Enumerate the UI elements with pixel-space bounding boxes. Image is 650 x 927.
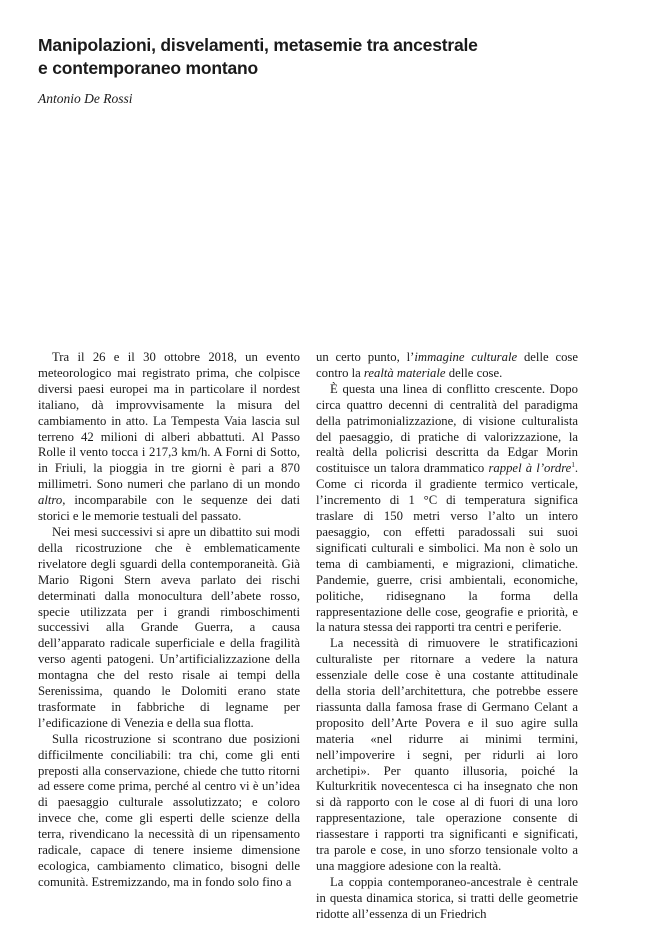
emphasis: rappel à l’ordre <box>488 461 572 476</box>
right-column <box>316 350 578 923</box>
paragraph-text: , incomparabile con le sequenze dei dati storici e le memorie testuali del passato. <box>38 493 300 524</box>
article-title <box>38 34 598 80</box>
paragraph: La coppia contemporaneo-ancestrale è centrale in questa dinamica storica, si tratti delle geometrie ridotte all’essenza di un Friedrich <box>316 874 578 921</box>
paragraph-text: È questa una linea di conflitto crescente. Dopo circa quattro decenni di centralità del paradigma della patrimonializzazione, di visione culturalista del paesaggio, di pratiche di valorizzazione, la realtà della policrisi descritta da Edgar Morin costituisce un talora drammatico <box>316 381 578 476</box>
title-line-2: e contemporaneo montano <box>38 58 259 78</box>
paragraph: Sulla ricostruzione si scontrano due posizioni difficilmente conciliabili: tra chi, come gli enti preposti alla conservazione, chiede che tutto ritorni ad essere come prima, perché al centro vi è un’idea di paesaggio culturale assolutizzato; e coloro invece che, come gli esperti delle scienze della terra, rivendicano la necessità di un ripensamento radicale, capace di tenere insieme dimensione ecologica, cambiamento climatico, bisogni delle comunità. Estremizzando, ma in fondo solo fino a <box>38 731 300 889</box>
paragraph-text: delle cose. <box>445 365 503 380</box>
paragraph-text: . Come ci ricorda il gradiente termico verticale, l’incremento di 1 °C di temperatura significa traslare di 150 metri verso l’alto un intero paesaggio, con effetti paradossali sui suoi significati culturali e simbolici. Ma non è solo un tema di cambiamenti, e migrazioni, climatiche. Pandemie, guerre, crisi ambientali, economiche, politiche, ridisegnano la forma della rappresentazione delle cose, geografie e priorità, e la natura stessa dei rapporti tra centri e periferie. <box>316 461 578 635</box>
left-column <box>38 350 300 891</box>
paragraph <box>38 350 300 525</box>
paragraph: Nei mesi successivi si apre un dibattito sui modi della ricostruzione che è emblematicamente rivelatore degli sguardi della contemporaneità. Già Mario Rigoni Stern aveva parlato dei rischi determinati dalla monocultura dell’abete rosso, specie utilizzata per i grandi rimboschimenti successivi alla Grande Guerra, a causa dell’apparato radicale superficiale e della fragilità verso agenti patogeni. Un’artificializzazione della montagna che del resto risale ai tempi della Serenissima, quando le Dolomiti erano state trasformate in fabbriche di legname per l’edificazione di Venezia e della sua flotta. <box>38 524 300 730</box>
emphasis: immagine culturale <box>414 350 518 364</box>
paragraph <box>316 382 578 637</box>
paragraph: La necessità di rimuovere le stratificazioni culturaliste per ritornare a vedere la natura essenziale delle cose è una costante attitudinale della storia dell’architettura, che potrebbe essere riassunta dalla famosa frase di Germano Celant a proposito dell’Arte Povera e il suo agire sulla materia «nel ridurre ai minimi termini, nell’impoverire i segni, per ridurli ai loro archetipi». Per quanto illusoria, poiché la Kulturkritik novecentesca ci ha insegnato che non si dà rapporto con le cose al di fuori di una loro rappresentazione, tale operazione consente di riassestare i rapporti tra significanti e significati, tra parole e cose, in uno sforzo tensionale volto a una maggiore adesione con la realtà. <box>316 636 578 873</box>
title-line-1: Manipolazioni, disvelamenti, metasemie tra ancestrale <box>38 35 478 55</box>
paragraph-text: delle cose contro la <box>316 350 578 380</box>
emphasis: altro <box>38 493 63 508</box>
paragraph-text: Tra il 26 e il 30 ottobre 2018, un evento meteorologico mai registrato prima, che colpisce diversi paesi europei ma in particolare il nordest italiano, dà improvvisamente la misura del cambiamento in atto. La Tempesta Vaia lascia sul terreno 42 milioni di alberi abbattuti. Al Passo Rolle il vento tocca i 217,3 km/h. A Forni di Sotto, in Friuli, la pioggia in tre giorni è pari a 870 millimetri. Sono numeri che parlano di un mondo <box>38 350 300 492</box>
emphasis: realtà materiale <box>363 365 446 380</box>
paragraph-continued <box>316 350 578 382</box>
author-name: Antonio De Rossi <box>38 91 133 106</box>
paragraph-text: un certo punto, l’ <box>316 350 415 364</box>
footnote-marker[interactable]: 1 <box>571 461 575 470</box>
